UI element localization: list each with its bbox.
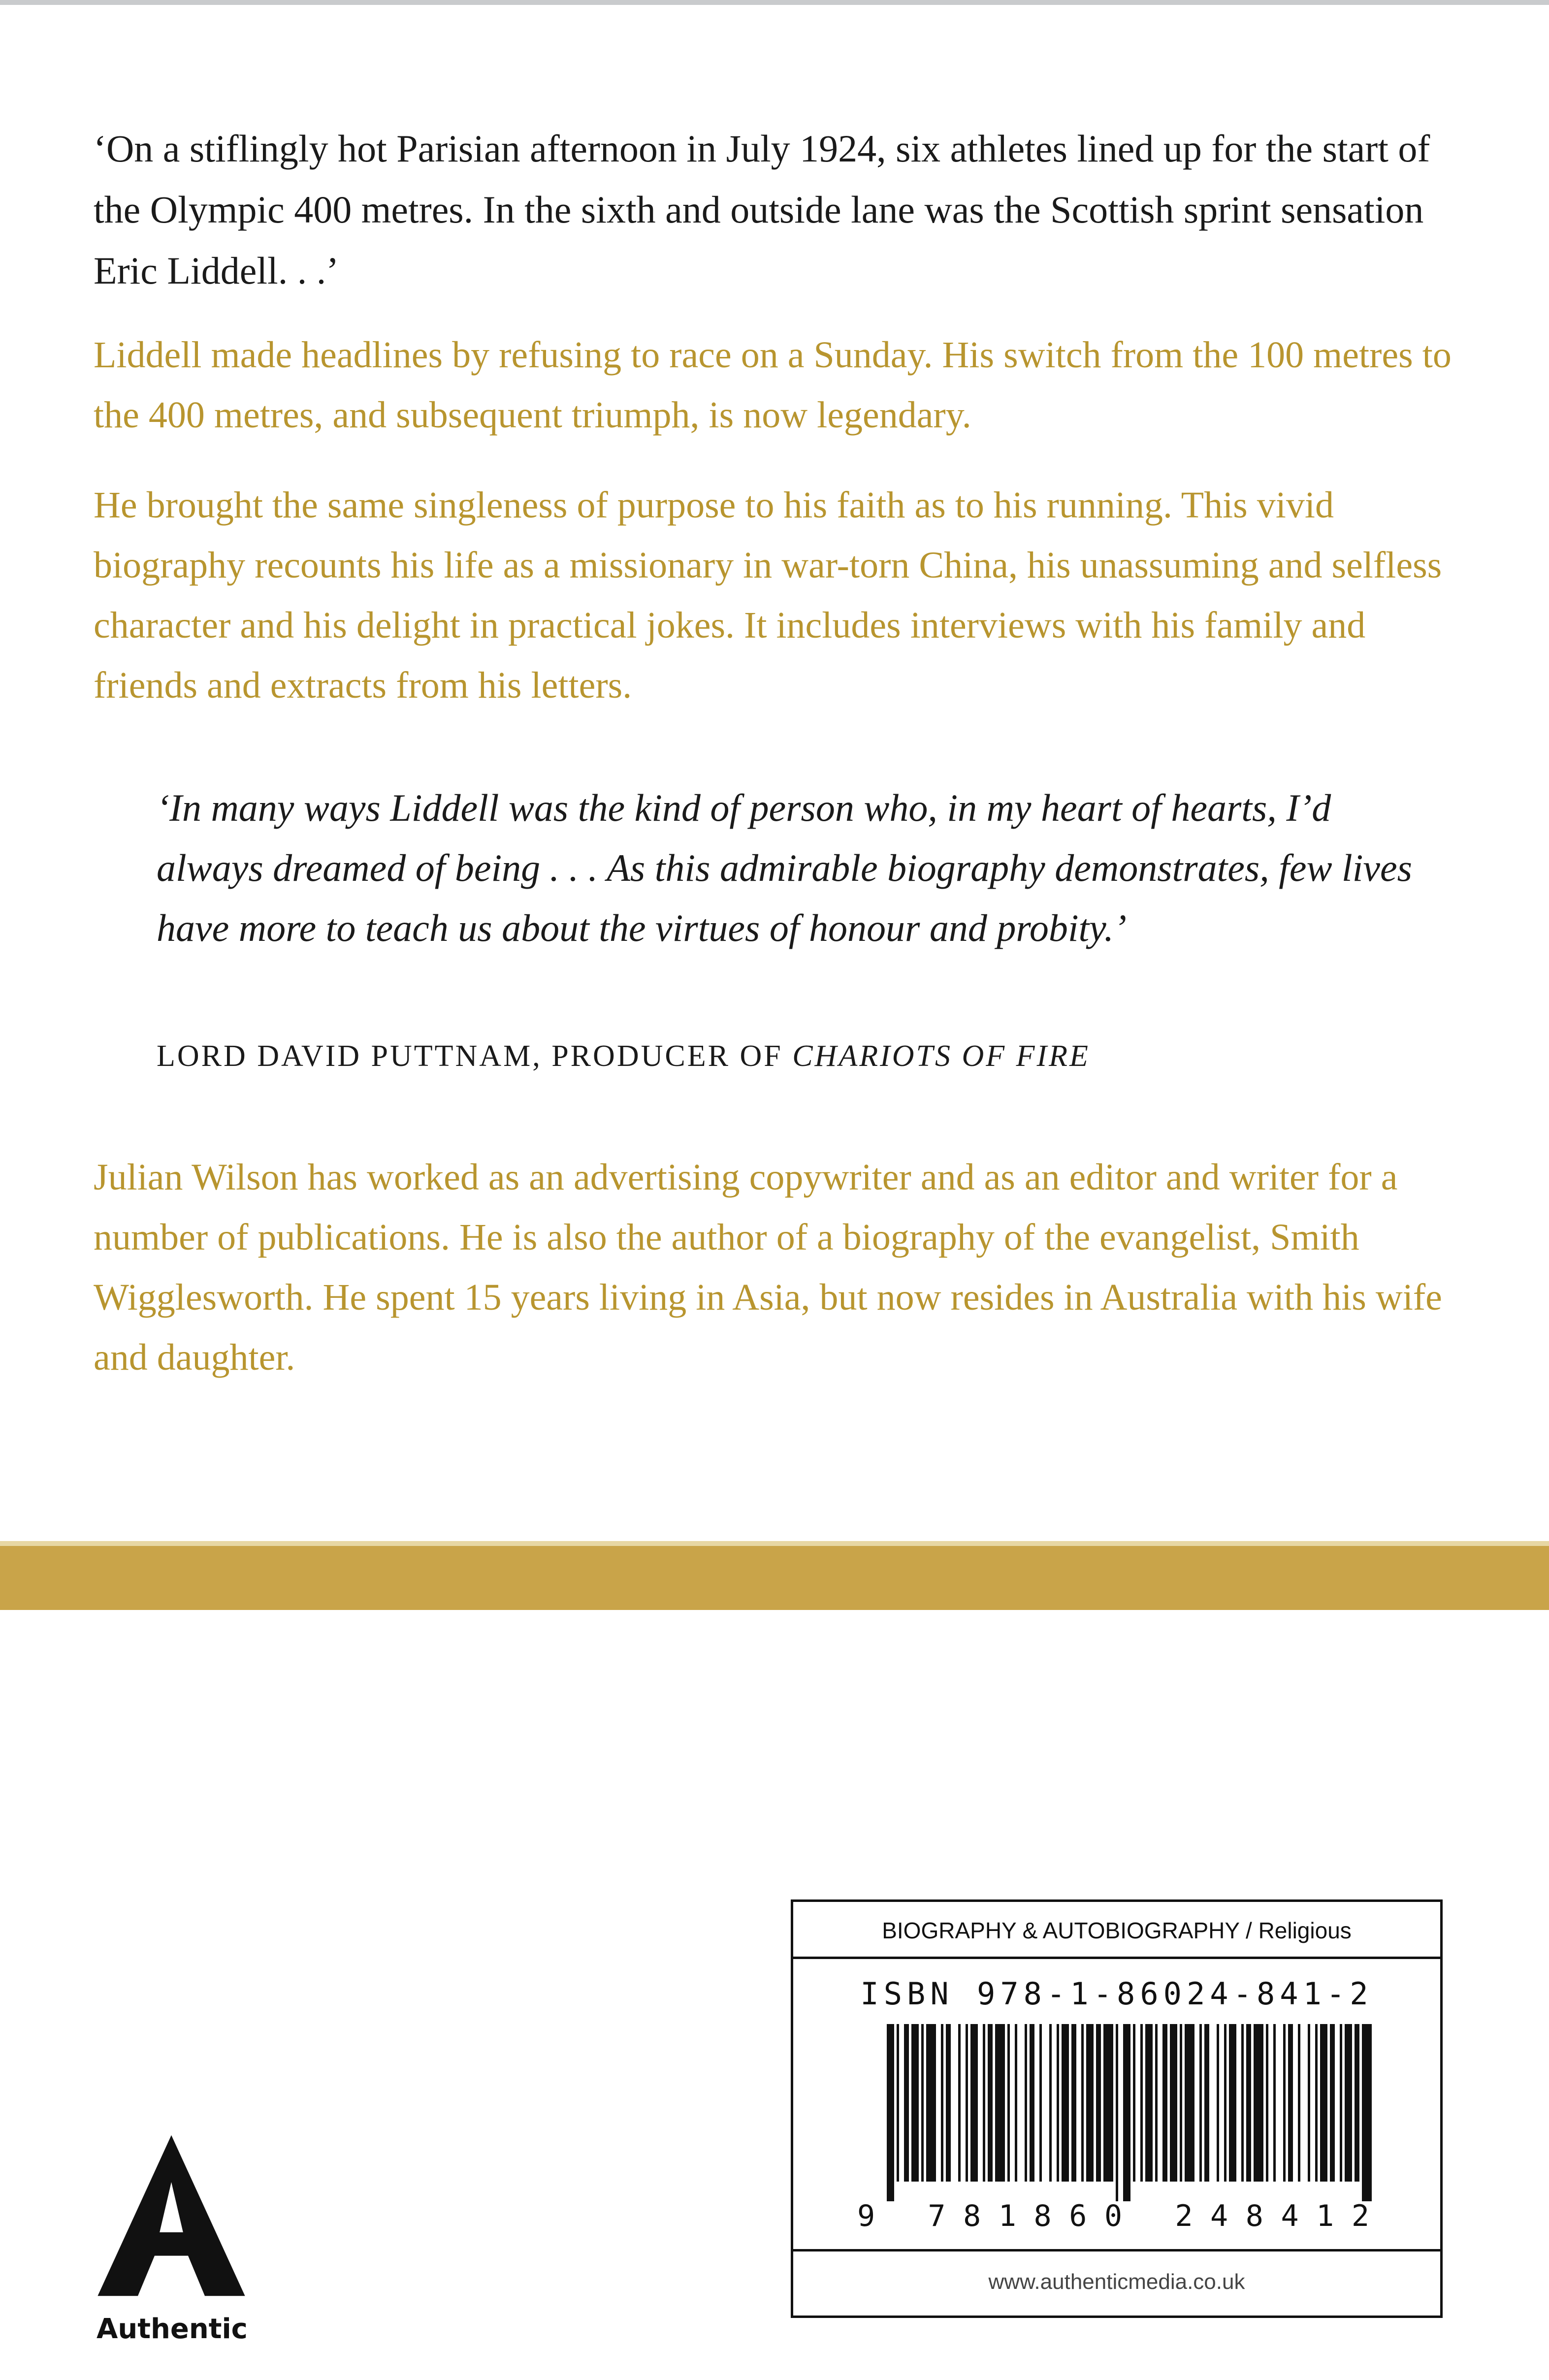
barcode-bar bbox=[1308, 2024, 1310, 2182]
barcode-bar bbox=[970, 2024, 978, 2182]
isbn-divider bbox=[793, 2249, 1440, 2251]
barcode-bar bbox=[1096, 2024, 1101, 2182]
barcode-bar bbox=[1246, 2024, 1251, 2182]
barcode-bar bbox=[1298, 2024, 1300, 2182]
barcode-bar bbox=[926, 2024, 936, 2182]
top-edge bbox=[0, 0, 1549, 5]
barcode-bar bbox=[1266, 2024, 1268, 2182]
barcode-bar bbox=[1362, 2024, 1372, 2201]
barcode-bar bbox=[1320, 2024, 1327, 2182]
barcode-bar bbox=[1254, 2024, 1263, 2182]
barcode-bar bbox=[1025, 2024, 1027, 2182]
barcode-bar bbox=[911, 2024, 919, 2182]
barcode-bar bbox=[1086, 2024, 1094, 2182]
barcode-bar bbox=[1224, 2024, 1226, 2182]
barcode-bar bbox=[1185, 2024, 1194, 2182]
barcode-bar bbox=[946, 2024, 951, 2182]
barcode-bar bbox=[1145, 2024, 1153, 2182]
blurb-paragraph-2: He brought the same singleness of purpose to his faith as to his running. This vivid biography recounts his life as a missionary in war-torn China, his unassuming and selfless character and his delight in practical jokes. It includes interviews with his family and friends and extracts from his letters. bbox=[94, 484, 1442, 706]
endorsement-attribution bbox=[157, 1031, 1417, 1081]
barcode bbox=[857, 2024, 1389, 2231]
barcode-bar bbox=[988, 2024, 993, 2182]
barcode-bar bbox=[1030, 2024, 1034, 2182]
barcode-bar bbox=[1199, 2024, 1202, 2182]
barcode-bar bbox=[1241, 2024, 1244, 2182]
isbn-number: ISBN 978-1-86024-841-2 bbox=[860, 1976, 1373, 2012]
barcode-bar bbox=[958, 2024, 961, 2182]
barcode-bar bbox=[1315, 2024, 1318, 2182]
opening-quote: ‘On a stiflingly hot Parisian afternoon in July 1924, six athletes lined up for the start of the Olympic 400 metres. In the sixth and outside lane was the Scottish sprint sensation Eric Liddell. . .’ bbox=[94, 127, 1430, 292]
barcode-bar bbox=[1071, 2024, 1076, 2182]
author-bio: Julian Wilson has worked as an advertising copywriter and as an editor and writer for a number of publications. He is also the author of a biography of the evangelist, Smith Wigglesworth. He spent 15 years living in Asia, but now resides in Australia with his wife and daughter. bbox=[94, 1157, 1442, 1378]
isbn-box bbox=[791, 1899, 1443, 2318]
barcode-bar bbox=[1116, 2024, 1118, 2201]
barcode-bar bbox=[1170, 2024, 1177, 2182]
barcode-bar bbox=[983, 2024, 985, 2182]
blurb-paragraph-1: Liddell made headlines by refusing to race on a Sunday. His switch from the 100 metres to the 400 metres, and subsequent triumph, is now legendary. bbox=[94, 334, 1452, 436]
barcode-bar bbox=[1162, 2024, 1167, 2182]
barcode-bar bbox=[995, 2024, 1005, 2182]
barcode-bar bbox=[1057, 2024, 1059, 2182]
barcode-bar bbox=[1123, 2024, 1130, 2201]
barcode-bar bbox=[1217, 2024, 1219, 2182]
barcode-bar bbox=[1204, 2024, 1209, 2182]
barcode-bar bbox=[966, 2024, 968, 2182]
barcode-bar bbox=[1345, 2024, 1352, 2182]
barcode-bar bbox=[1039, 2024, 1042, 2182]
book-category: BIOGRAPHY & AUTOBIOGRAPHY / Religious bbox=[793, 1902, 1440, 1959]
barcode-bar bbox=[1340, 2024, 1342, 2182]
barcode-bar bbox=[921, 2024, 924, 2182]
barcode-bar bbox=[1180, 2024, 1182, 2182]
endorsement-quote: ‘In many ways Liddell was the kind of person who, in my heart of hearts, I’d always dreamed of being . . . As this admirable biography demonstrates, few lives have more to teach us about the virtues of honour and probity.’ bbox=[157, 786, 1412, 949]
barcode-bar bbox=[1330, 2024, 1335, 2182]
barcode-digits: 9 781860 248412 bbox=[857, 2199, 1369, 2231]
gold-band-highlight bbox=[0, 1541, 1549, 1546]
barcode-bar bbox=[1140, 2024, 1143, 2182]
publisher-name: Authentic bbox=[97, 2313, 248, 2345]
attribution-name: LORD DAVID PUTTNAM, PRODUCER OF bbox=[157, 1039, 783, 1073]
barcode-bar bbox=[1081, 2024, 1084, 2182]
barcode-bar bbox=[941, 2024, 943, 2182]
gold-band bbox=[0, 1546, 1549, 1610]
barcode-bar bbox=[1355, 2024, 1359, 2182]
barcode-bar bbox=[887, 2024, 894, 2201]
barcode-bar bbox=[1229, 2024, 1236, 2182]
barcode-bar bbox=[1103, 2024, 1113, 2182]
film-title: CHARIOTS OF FIRE bbox=[792, 1039, 1090, 1073]
barcode-bar bbox=[1062, 2024, 1069, 2182]
barcode-bar bbox=[904, 2024, 909, 2182]
barcode-bar bbox=[1283, 2024, 1286, 2182]
barcode-bar bbox=[1049, 2024, 1052, 2182]
authentic-logo-icon bbox=[88, 2132, 255, 2299]
barcode-bar bbox=[1133, 2024, 1135, 2182]
barcode-bar bbox=[1273, 2024, 1276, 2182]
barcode-bar bbox=[1015, 2024, 1017, 2182]
barcode-bar bbox=[1007, 2024, 1010, 2182]
barcode-bar bbox=[1155, 2024, 1158, 2182]
barcode-bar bbox=[897, 2024, 899, 2182]
barcode-bar bbox=[1288, 2024, 1293, 2182]
publisher-url: www.authenticmedia.co.uk bbox=[988, 2270, 1245, 2294]
